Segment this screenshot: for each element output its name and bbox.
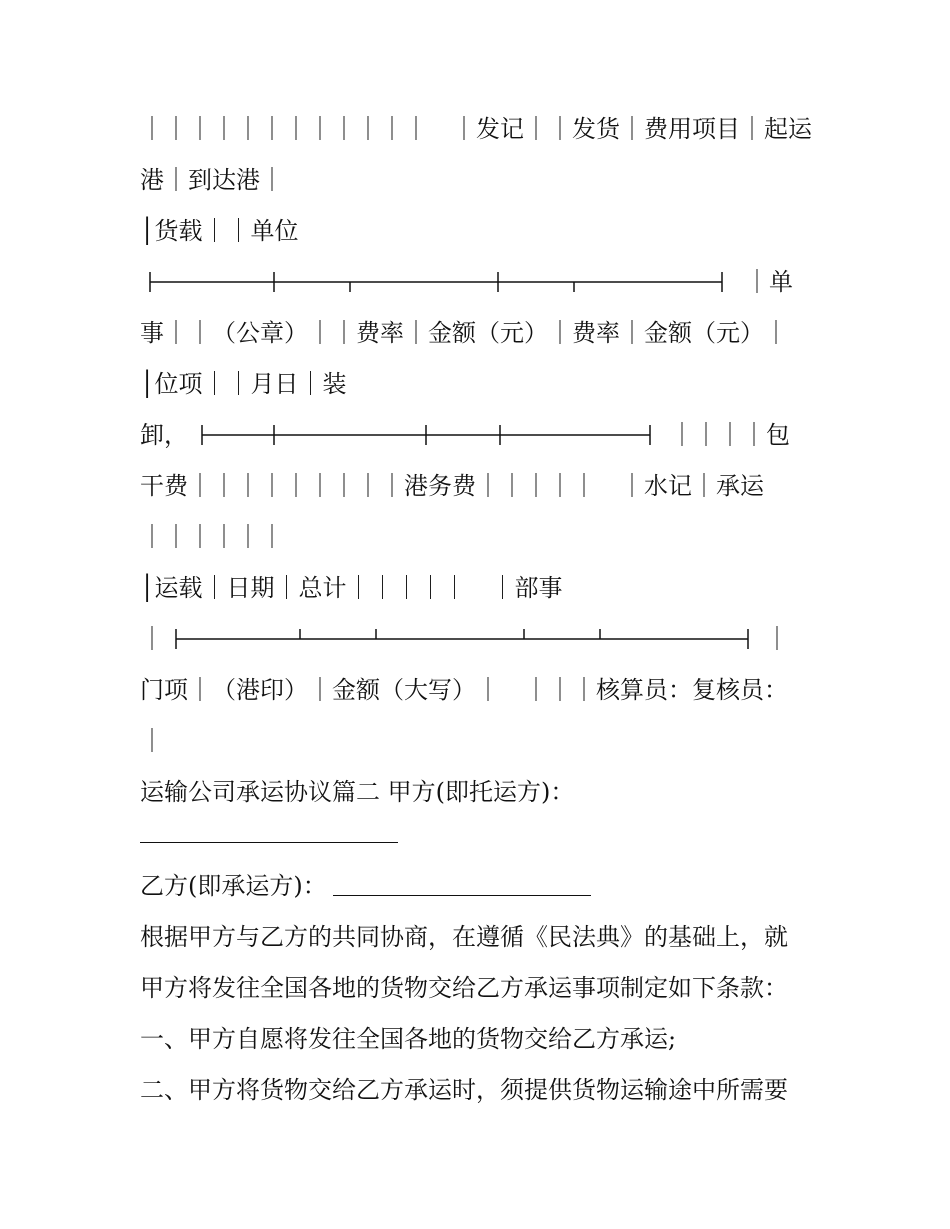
table-row-12: ｜ (140, 727, 164, 755)
table-row-6-start: 卸， (140, 421, 188, 449)
table-rule-3 (172, 623, 752, 655)
table-row-5: │位项｜｜月日｜装 (140, 370, 347, 398)
table-row-11: 门项｜（港印）｜金额（大写）｜ ｜｜｜核算员：复核员： (140, 676, 788, 704)
table-row-2: 港｜到达港｜ (140, 166, 284, 194)
table-row-8: ｜｜｜｜｜｜ (140, 523, 284, 551)
clause-2: 二、甲方将货物交给乙方承运时，须提供货物运输途中所需要 (140, 1076, 788, 1104)
table-row-9: │运载｜日期｜总计｜｜｜｜｜ ｜部事 (140, 574, 563, 602)
party-a-blank (140, 824, 398, 843)
party-b-line (140, 870, 830, 902)
table-cell-unit: ｜单 (745, 268, 793, 296)
table-row-10-end: ｜ (765, 625, 789, 653)
party-b-blank (333, 875, 591, 896)
table-row-4: 事｜｜（公章）｜｜费率｜金额（元）｜费率｜金额（元）｜ (140, 319, 788, 347)
body-paragraph-line-1: 根据甲方与乙方的共同协商，在遵循《民法典》的基础上，就 (140, 923, 788, 951)
table-rule-2 (198, 419, 658, 451)
party-b-label: 乙方(即承运方)： (140, 872, 327, 900)
table-row-3: │货载｜｜单位 (140, 217, 299, 245)
table-row-10-start: ｜ (140, 625, 164, 653)
table-row-6-end: ｜｜｜｜包 (670, 421, 790, 449)
table-row-1: ｜｜｜｜｜｜｜｜｜｜｜｜ ｜发记｜｜发货｜费用项目｜起运 (140, 115, 812, 143)
section-heading: 运输公司承运协议篇二 甲方(即托运方)： (140, 778, 575, 806)
table-rule-1 (146, 266, 726, 298)
body-paragraph-line-2: 甲方将发往全国各地的货物交给乙方承运事项制定如下条款： (140, 974, 788, 1002)
table-row-7: 干费｜｜｜｜｜｜｜｜｜港务费｜｜｜｜｜ ｜水记｜承运 (140, 472, 764, 500)
clause-1: 一、甲方自愿将发往全国各地的货物交给乙方承运; (140, 1025, 677, 1053)
